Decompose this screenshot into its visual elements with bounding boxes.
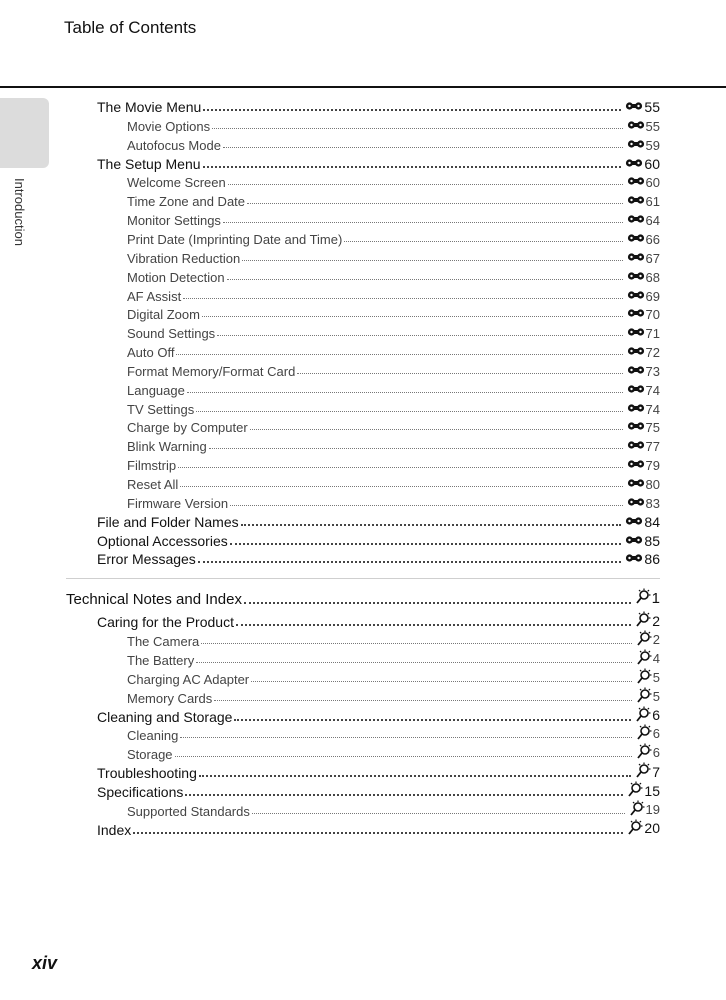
- toc-entry-label: Technical Notes and Index: [66, 591, 242, 608]
- toc-entry-label: Error Messages: [97, 551, 196, 568]
- toc-entry[interactable]: [97, 706, 660, 725]
- toc-entry-page: [635, 611, 660, 630]
- toc-page-number: 19: [645, 802, 660, 817]
- toc-entry-page: [635, 588, 660, 608]
- toc-entry-page: [627, 213, 660, 228]
- reference-icon: [627, 119, 645, 134]
- reference-icon: [627, 138, 645, 153]
- toc-page-number: 75: [645, 420, 660, 436]
- toc-entry-page: [629, 800, 660, 819]
- toc-subentry[interactable]: [127, 360, 660, 379]
- header-divider: [0, 86, 726, 88]
- toc-entry-page: [627, 345, 660, 360]
- toc-entry-page: [635, 762, 660, 781]
- toc-entry-page: [627, 458, 660, 473]
- toc-entry-label: Welcome Screen: [127, 175, 226, 191]
- toc-subentry[interactable]: [127, 209, 660, 228]
- reference-icon: [627, 383, 645, 398]
- toc-entry-page: [636, 630, 660, 649]
- technical-notes-icon: [636, 630, 652, 649]
- toc-subentry[interactable]: [127, 668, 660, 687]
- toc-page-number: 67: [645, 250, 660, 266]
- toc-entry-page: [627, 496, 660, 511]
- toc-page-number: 69: [645, 288, 660, 304]
- leader-dots: [133, 822, 623, 834]
- technical-notes-icon: [636, 649, 652, 668]
- toc-page-number: 59: [645, 137, 660, 153]
- reference-icon: [625, 99, 643, 115]
- toc-entry[interactable]: [97, 96, 660, 115]
- toc-page-number: 85: [644, 532, 660, 549]
- reference-icon: [627, 458, 645, 473]
- leader-dots: [227, 269, 623, 280]
- reference-icon: [627, 402, 645, 417]
- toc-page-number: 55: [645, 118, 660, 134]
- toc-page-number: 68: [645, 269, 660, 285]
- toc-entry-label: Monitor Settings: [127, 213, 221, 229]
- leader-dots: [251, 671, 632, 682]
- toc-entry-page: [627, 251, 660, 266]
- leader-dots: [230, 533, 622, 545]
- toc-entry-page: [627, 326, 660, 341]
- toc-page-number: 7: [652, 763, 660, 780]
- toc-entry-page: [636, 724, 660, 743]
- toc-entry-label: TV Settings: [127, 401, 195, 417]
- leader-dots: [230, 495, 622, 506]
- toc-entry[interactable]: [97, 819, 660, 838]
- toc-page-number: 5: [652, 669, 660, 685]
- toc-subentry[interactable]: [127, 687, 660, 706]
- toc-page-number: 20: [644, 820, 660, 837]
- toc-subentry[interactable]: [127, 285, 660, 304]
- toc-page-number: 5: [652, 688, 660, 704]
- reference-icon: [627, 477, 645, 492]
- toc-subentry[interactable]: [127, 492, 660, 511]
- toc-entry-page: [625, 156, 660, 172]
- technical-notes-icon: [627, 819, 643, 838]
- toc-entry-label: The Setup Menu: [97, 155, 201, 172]
- leader-dots: [250, 419, 623, 430]
- toc-entry-label: Optional Accessories: [97, 532, 228, 549]
- toc-entry-label: The Movie Menu: [97, 99, 202, 115]
- toc-page-number: 72: [645, 345, 660, 361]
- leader-dots: [199, 765, 631, 777]
- technical-notes-icon: [636, 687, 652, 706]
- toc-page-number: 86: [644, 551, 660, 568]
- toc-entry-page: [635, 706, 660, 725]
- section-tab-label: Introduction: [12, 178, 27, 246]
- toc-subentry[interactable]: [127, 134, 660, 153]
- toc-page-number: 2: [652, 612, 660, 629]
- leader-dots: [203, 99, 621, 111]
- toc-page-number: 4: [652, 650, 660, 666]
- reference-icon: [627, 175, 645, 190]
- toc-subentry[interactable]: [127, 322, 660, 341]
- toc-page-number: 74: [645, 382, 660, 398]
- toc-entry-page: [627, 402, 660, 417]
- reference-icon: [625, 551, 643, 567]
- toc-page-number: 61: [645, 194, 660, 210]
- toc-page-number: 80: [645, 477, 660, 492]
- toc-subentry[interactable]: [127, 115, 660, 134]
- toc-entry-page: [627, 138, 660, 153]
- toc-subentry[interactable]: [127, 171, 660, 190]
- toc-subentry[interactable]: [127, 416, 660, 435]
- toc-entry-page: [636, 743, 660, 762]
- toc-page-number: 71: [645, 326, 660, 342]
- leader-dots: [242, 250, 622, 261]
- toc-page-number: 60: [645, 175, 660, 191]
- toc-subentry[interactable]: [127, 630, 660, 649]
- toc-entry-page: [636, 668, 660, 687]
- toc-entry-label: File and Folder Names: [97, 513, 239, 530]
- toc-subentry[interactable]: [127, 379, 660, 398]
- leader-dots: [180, 727, 631, 738]
- toc-entry-label: Digital Zoom: [127, 307, 200, 323]
- toc-entry-page: [625, 514, 660, 530]
- toc-entry-label: Motion Detection: [127, 269, 225, 285]
- toc-entry[interactable]: [97, 781, 660, 800]
- toc-subentry[interactable]: [127, 303, 660, 322]
- reference-icon: [627, 232, 645, 247]
- toc-entry-label: Memory Cards: [127, 690, 213, 706]
- toc-entry-page: [627, 383, 660, 398]
- leader-dots: [344, 231, 622, 242]
- toc-entry-page: [627, 439, 660, 454]
- toc-entry-label: AF Assist: [127, 288, 182, 304]
- toc-page-number: 1: [651, 589, 660, 607]
- toc-entry-label: Charge by Computer: [127, 420, 248, 436]
- toc-entry-page: [625, 551, 660, 567]
- leader-dots: [223, 212, 623, 223]
- leader-dots: [217, 325, 622, 336]
- toc-entry-label: Movie Options: [127, 118, 211, 134]
- reference-icon: [627, 496, 645, 511]
- toc-entry-label: Specifications: [97, 784, 184, 801]
- toc-subentry[interactable]: [127, 247, 660, 266]
- leader-dots: [196, 652, 632, 663]
- toc-subentry[interactable]: [127, 454, 660, 473]
- reference-icon: [625, 514, 643, 530]
- page-number: xiv: [32, 953, 58, 973]
- toc-entry-page: [625, 533, 660, 549]
- toc-entry-label: Sound Settings: [127, 326, 216, 342]
- toc-entry-label: Autofocus Mode: [127, 137, 221, 153]
- toc-page-number: 15: [644, 782, 660, 799]
- technical-notes-icon: [635, 706, 651, 725]
- toc-page-number: 70: [645, 307, 660, 323]
- section-tab[interactable]: [0, 98, 49, 168]
- reference-icon: [627, 364, 645, 379]
- reference-icon: [627, 439, 645, 454]
- toc-entry-label: Vibration Reduction: [127, 250, 241, 266]
- reference-icon: [625, 533, 643, 549]
- reference-icon: [627, 194, 645, 209]
- reference-icon: [627, 289, 645, 304]
- toc-entry-label: Reset All: [127, 477, 179, 492]
- toc-page-number: 6: [652, 707, 660, 723]
- toc-subentry[interactable]: [127, 435, 660, 454]
- toc-entry-page: [625, 99, 660, 115]
- toc-entry-label: Cleaning and Storage: [97, 708, 233, 725]
- toc-entry-page: [627, 307, 660, 322]
- toc-entry-label: Blink Warning: [127, 439, 207, 455]
- leader-dots: [201, 633, 632, 644]
- toc-entry[interactable]: [97, 611, 660, 630]
- toc-subentry[interactable]: [127, 228, 660, 247]
- toc-subentry[interactable]: [127, 398, 660, 417]
- reference-icon: [627, 326, 645, 341]
- toc-page-number: 83: [645, 495, 660, 511]
- toc-entry-page: [627, 364, 660, 379]
- leader-dots: [203, 156, 622, 168]
- toc-entry-label: Cleaning: [127, 728, 179, 744]
- leader-dots: [175, 746, 632, 757]
- leader-dots: [176, 344, 622, 355]
- toc-page-number: 77: [645, 439, 660, 455]
- technical-notes-icon: [635, 611, 651, 630]
- toc-entry-page: [627, 477, 660, 492]
- toc-subentry[interactable]: [127, 743, 660, 762]
- toc-page-number: 64: [645, 213, 660, 229]
- toc-entry[interactable]: [97, 548, 660, 567]
- reference-icon: [627, 345, 645, 360]
- leader-dots: [223, 137, 623, 148]
- toc-entry-label: The Camera: [127, 633, 200, 649]
- leader-dots: [214, 690, 632, 701]
- leader-dots: [244, 592, 631, 604]
- technical-notes-icon: [629, 800, 645, 819]
- toc-entry-page: [627, 119, 660, 134]
- leader-dots: [212, 118, 622, 129]
- toc-entry[interactable]: [97, 153, 660, 172]
- leader-dots: [247, 193, 623, 204]
- toc-page-number: 55: [644, 99, 660, 115]
- toc-section-heading[interactable]: [66, 587, 660, 608]
- toc-entry-page: [636, 687, 660, 706]
- toc-entry-label: Supported Standards: [127, 804, 250, 819]
- toc-subentry[interactable]: [127, 190, 660, 209]
- toc-subentry[interactable]: [127, 266, 660, 285]
- leader-dots: [185, 784, 623, 796]
- leader-dots: [196, 401, 622, 412]
- toc-subentry[interactable]: [127, 473, 660, 492]
- leader-dots: [187, 382, 623, 393]
- toc-subentry[interactable]: [127, 341, 660, 360]
- toc-entry-label: Firmware Version: [127, 495, 229, 511]
- technical-notes-icon: [636, 724, 652, 743]
- leader-dots: [252, 803, 625, 814]
- leader-dots: [202, 306, 623, 317]
- toc-entry-page: [627, 232, 660, 247]
- technical-notes-icon: [627, 781, 643, 800]
- toc-page-number: 6: [652, 745, 660, 761]
- reference-icon: [627, 307, 645, 322]
- leader-dots: [297, 363, 622, 374]
- toc-page-number: 79: [645, 458, 660, 474]
- reference-icon: [625, 156, 643, 172]
- toc-entry-page: [627, 781, 660, 800]
- reference-icon: [627, 420, 645, 435]
- toc-entry-label: Print Date (Imprinting Date and Time): [127, 231, 343, 247]
- leader-dots: [178, 457, 622, 468]
- toc-entry[interactable]: [97, 530, 660, 549]
- toc-entry-page: [627, 175, 660, 190]
- section-divider: [66, 578, 660, 579]
- leader-dots: [241, 514, 622, 526]
- technical-notes-icon: [636, 668, 652, 687]
- toc-entry[interactable]: [97, 511, 660, 530]
- toc-entry-page: [636, 649, 660, 668]
- toc-entry-label: The Battery: [127, 652, 195, 668]
- reference-icon: [627, 251, 645, 266]
- toc-entry-label: Caring for the Product: [97, 614, 234, 630]
- technical-notes-icon: [635, 588, 651, 608]
- technical-notes-icon: [635, 762, 651, 781]
- toc-subentry[interactable]: [127, 724, 660, 743]
- leader-dots: [236, 614, 631, 626]
- toc-page-number: 74: [645, 401, 660, 417]
- leader-dots: [180, 476, 622, 487]
- toc-entry-label: Format Memory/Format Card: [127, 363, 296, 379]
- toc-subentry[interactable]: [127, 800, 660, 819]
- toc-page-number: 6: [652, 726, 660, 742]
- toc-entry-label: Index: [97, 821, 132, 838]
- leader-dots: [228, 174, 623, 185]
- technical-notes-icon: [636, 743, 652, 762]
- toc-entry-label: Language: [127, 382, 185, 398]
- toc-entry-label: Auto Off: [127, 345, 175, 361]
- toc-entry[interactable]: [97, 762, 660, 781]
- toc-entry-page: [627, 420, 660, 435]
- toc-page-number: 66: [645, 231, 660, 247]
- leader-dots: [209, 438, 623, 449]
- toc-subentry[interactable]: [127, 649, 660, 668]
- page-header-title: Table of Contents: [64, 18, 197, 37]
- leader-dots: [234, 709, 631, 721]
- toc-entry-label: Storage: [127, 747, 173, 763]
- toc-entry-label: Charging AC Adapter: [127, 671, 250, 687]
- toc-entry-page: [627, 270, 660, 285]
- leader-dots: [198, 551, 622, 563]
- toc-page-number: 2: [652, 631, 660, 647]
- toc-page-number: 84: [644, 513, 660, 530]
- toc-entry-label: Time Zone and Date: [127, 194, 246, 210]
- toc-entry-label: Filmstrip: [127, 458, 177, 474]
- toc-entry-label: Troubleshooting: [97, 765, 197, 782]
- toc-entry-page: [627, 289, 660, 304]
- toc-page-number: 60: [644, 155, 660, 172]
- toc-entry-page: [627, 194, 660, 209]
- toc-page-number: 73: [645, 363, 660, 379]
- toc-entry-page: [627, 819, 660, 838]
- reference-icon: [627, 213, 645, 228]
- reference-icon: [627, 270, 645, 285]
- leader-dots: [183, 288, 622, 299]
